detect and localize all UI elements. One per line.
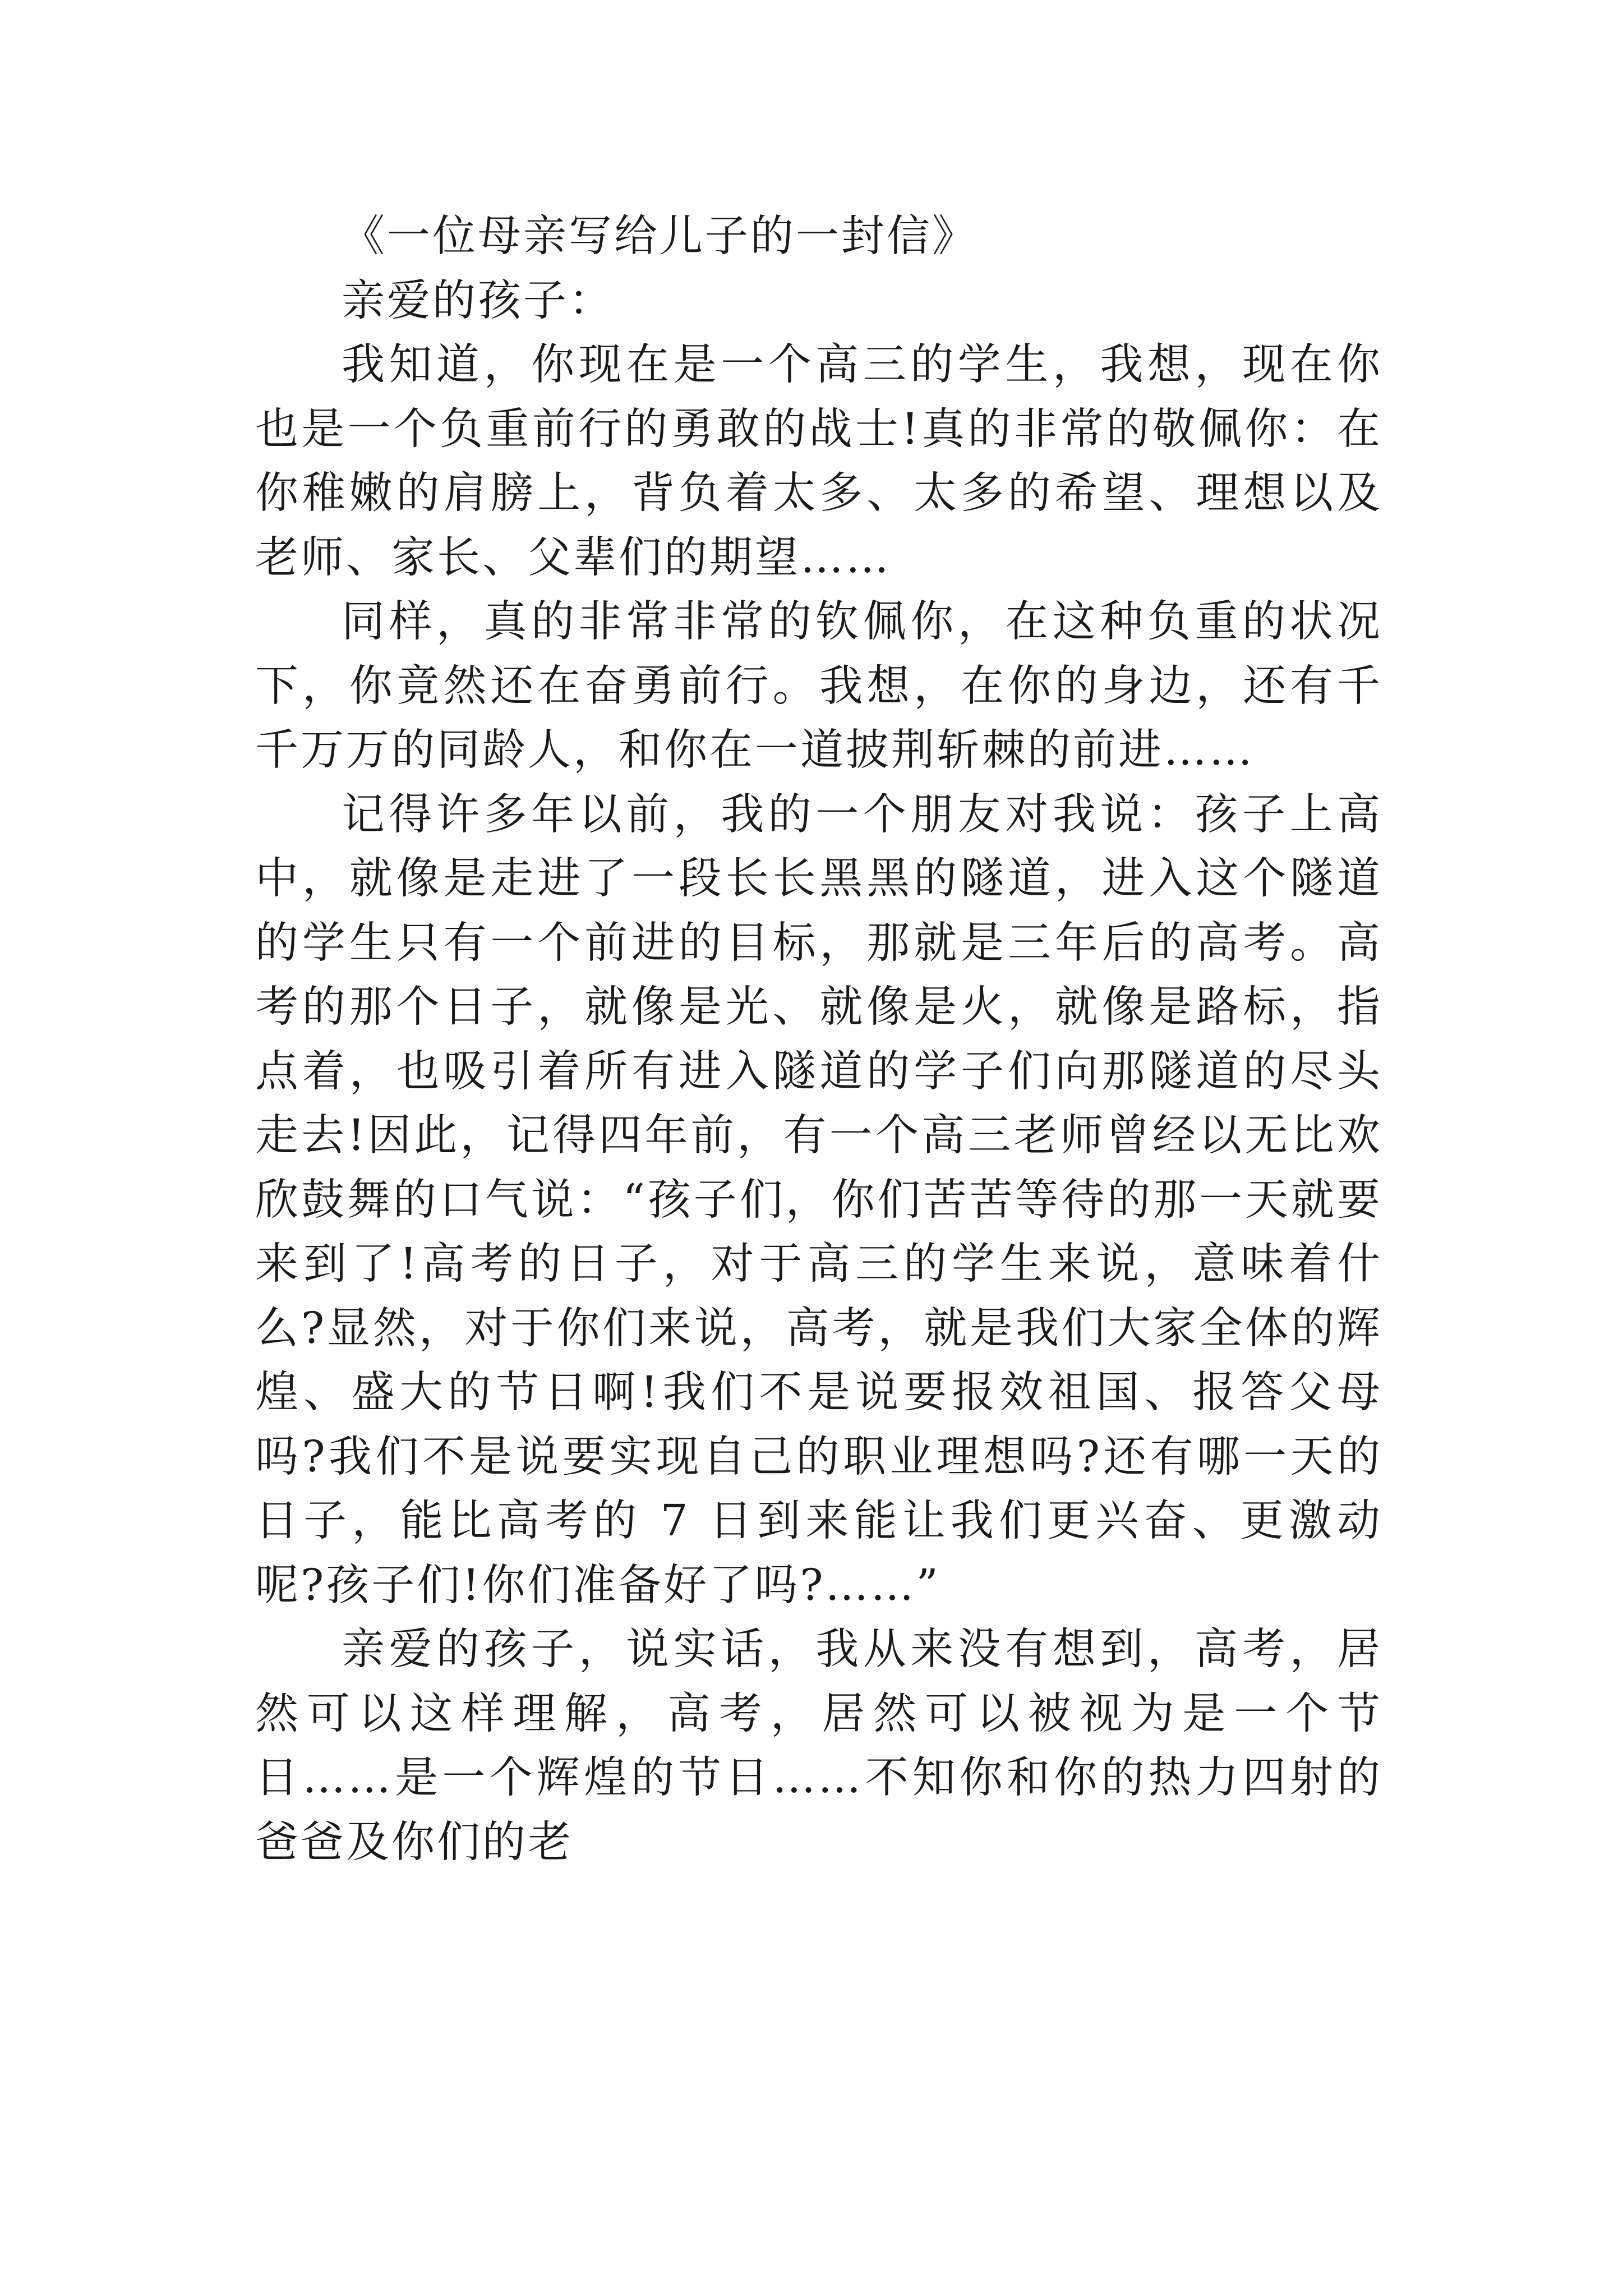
letter-title: 《一位母亲写给儿子的一封信》: [342, 211, 978, 261]
paragraph: 同样，真的非常非常的钦佩你，在这种负重的状况下，你竟然还在奋勇前行。我想，在你的身边，还有千千万万的同龄人，和你在一道披荆斩棘的前进……: [255, 597, 1382, 775]
paragraph: 记得许多年以前，我的一个朋友对我说：孩子上高中，就像是走进了一段长长黑黑的隧道，进入这个隧道的学生只有一个前进的目标，那就是三年后的高考。高考的那个日子，就像是光、就像是火，就像是路标，指点着，也吸引着所有进入隧道的学子们向那隧道的尽头走去!因此，记得四年前，有一个高三老师曾经以无比欢欣鼓舞的口气说：“孩子们，你们苦苦等待的那一天就要来到了!高考的日子，对于高三的学生来说，意味着什么?显然，对于你们来说，高考，就是我们大家全体的辉煌、盛大的节日啊!我们不是说要报效祖国、报答父母吗?我们不是说要实现自己的职业理想吗?还有哪一天的日子，能比高考的 7 日到来能让我们更兴奋、更激动呢?孩子们!你们准备好了吗?……”: [255, 789, 1382, 1611]
salutation: 亲爱的孩子：: [342, 275, 614, 326]
paragraph: 亲爱的孩子，说实话，我从来没有想到，高考，居然可以这样理解，高考，居然可以被视为是一个节日……是一个辉煌的节日……不知你和你的热力四射的爸爸及你们的老: [255, 1625, 1382, 1867]
paragraph: 我知道，你现在是一个高三的学生，我想，现在你也是一个负重前行的勇敢的战士!真的非常的敬佩你：在你稚嫩的肩膀上，背负着太多、太多的希望、理想以及老师、家长、父辈们的期望……: [255, 340, 1382, 583]
letter-body: [255, 205, 1382, 1875]
